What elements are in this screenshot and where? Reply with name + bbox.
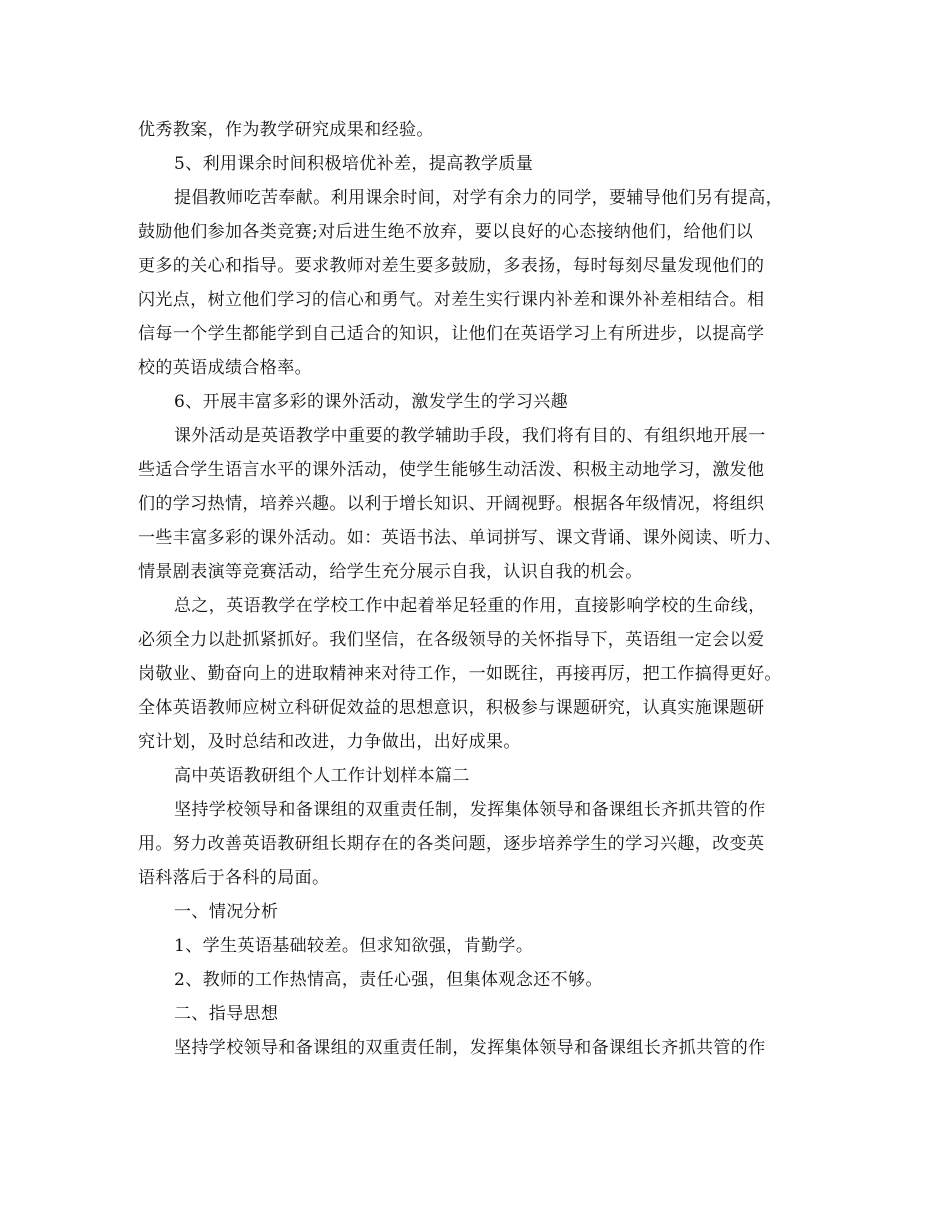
paragraph-line: 究计划，及时总结和改进，力争做出，出好成果。 — [138, 732, 521, 752]
paragraph-line: 些适合学生语言水平的课外活动，使学生能够生动活泼、积极主动地学习，激发他 — [138, 460, 765, 480]
paragraph-line: 提倡教师吃苦奉献。利用课余时间，对学有余力的同学，要辅导他们另有提高， — [174, 188, 783, 208]
paragraph-line: 一、情况分析 — [174, 902, 279, 922]
paragraph-line: 必须全力以赴抓紧抓好。我们坚信，在各级领导的关怀指导下，英语组一定会以爱 — [138, 630, 765, 650]
paragraph-line: 岗敬业、勤奋向上的进取精神来对待工作，一如既往，再接再厉，把工作搞得更好。 — [138, 664, 782, 684]
paragraph-line: 鼓励他们参加各类竞赛;对后进生绝不放弃，要以良好的心态接纳他们，给他们以 — [138, 222, 754, 242]
paragraph-line: 优秀教案，作为教学研究成果和经验。 — [138, 120, 434, 140]
paragraph-line: 1、学生英语基础较差。但求知欲强，肯勤学。 — [174, 936, 534, 956]
paragraph-line: 全体英语教师应树立科研促效益的思想意识，积极参与课题研究，认真实施课题研 — [138, 698, 765, 718]
paragraph-line: 高中英语教研组个人工作计划样本篇二 — [174, 766, 470, 786]
paragraph-line: 用。努力改善英语教研组长期存在的各类问题，逐步培养学生的学习兴趣，改变英 — [138, 834, 765, 854]
paragraph-line: 总之，英语教学在学校工作中起着举足轻重的作用，直接影响学校的生命线， — [174, 596, 766, 616]
paragraph-line: 信每一个学生都能学到自己适合的知识，让他们在英语学习上有所进步，以提高学 — [138, 324, 765, 344]
paragraph-line: 更多的关心和指导。要求教师对差生要多鼓励，多表扬，每时每刻尽量发现他们的 — [138, 256, 765, 276]
paragraph-line: 校的英语成绩合格率。 — [138, 358, 312, 378]
paragraph-line: 课外活动是英语教学中重要的教学辅助手段，我们将有目的、有组织地开展一 — [174, 426, 766, 446]
paragraph-line: 语科落后于各科的局面。 — [138, 868, 330, 888]
document-body — [138, 113, 828, 1065]
paragraph-line: 二、指导思想 — [174, 1004, 279, 1024]
paragraph-line: 情景剧表演等竞赛活动，给学生充分展示自我，认识自我的机会。 — [138, 562, 643, 582]
paragraph-line: 闪光点，树立他们学习的信心和勇气。对差生实行课内补差和课外补差相结合。相 — [138, 290, 765, 310]
paragraph-line: 5、利用课余时间积极培优补差，提高教学质量 — [174, 154, 534, 174]
paragraph-line: 2、教师的工作热情高，责任心强，但集体观念还不够。 — [174, 970, 603, 990]
paragraph-line: 6、开展丰富多彩的课外活动，激发学生的学习兴趣 — [174, 392, 569, 412]
paragraph-line: 们的学习热情，培养兴趣。以利于增长知识、开阔视野。根据各年级情况，将组织 — [138, 494, 765, 514]
paragraph-line: 坚持学校领导和备课组的双重责任制，发挥集体领导和备课组长齐抓共管的作 — [174, 1038, 766, 1058]
paragraph-line: 坚持学校领导和备课组的双重责任制，发挥集体领导和备课组长齐抓共管的作 — [174, 800, 766, 820]
paragraph-line: 一些丰富多彩的课外活动。如：英语书法、单词拼写、课文背诵、课外阅读、听力、 — [138, 528, 782, 548]
